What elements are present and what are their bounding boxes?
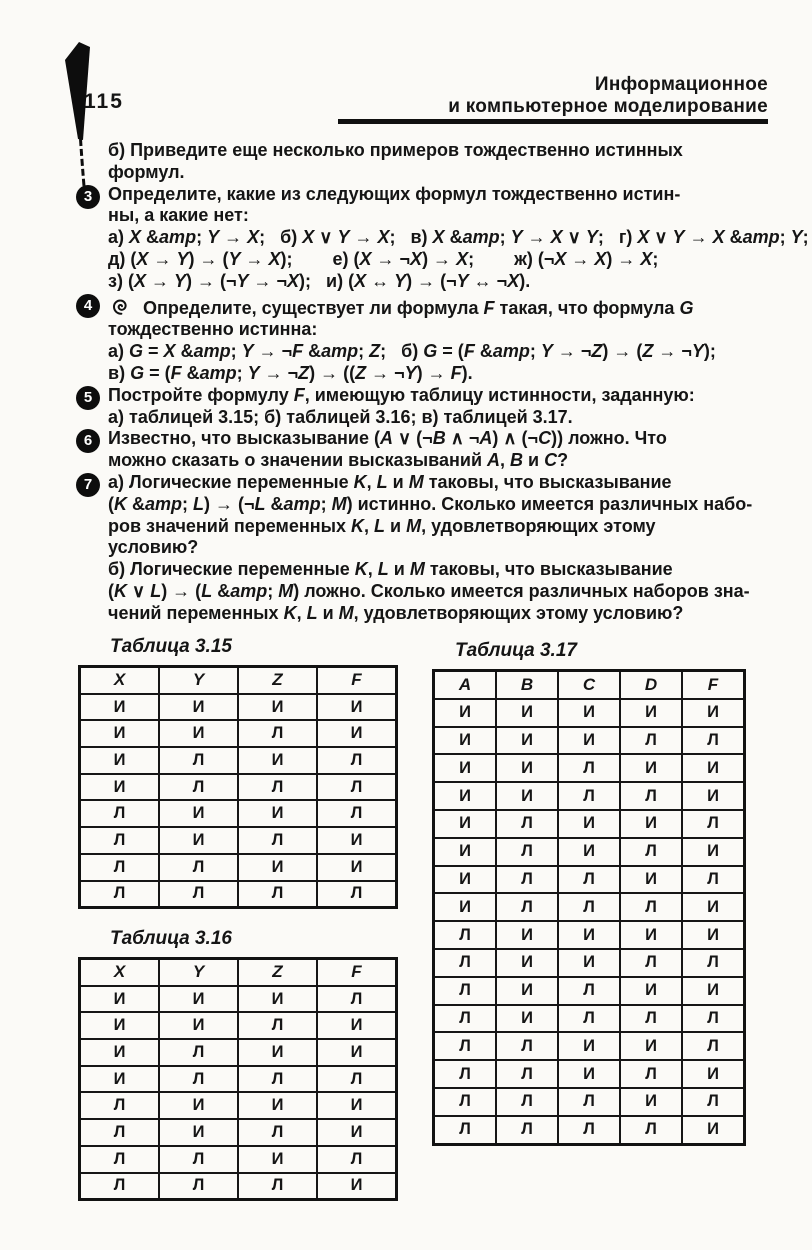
table-cell: И xyxy=(496,782,558,810)
table-row xyxy=(80,1173,397,1200)
table-cell: И xyxy=(80,1039,160,1066)
truth-table-3.15 xyxy=(78,665,398,909)
table-cell: И xyxy=(159,1092,238,1119)
table-title: Таблица 3.15 xyxy=(110,636,232,657)
column-header: A xyxy=(434,671,497,699)
table-cell: Л xyxy=(317,800,397,827)
table-cell: И xyxy=(682,754,745,782)
table-cell: Л xyxy=(80,1119,160,1146)
table-cell: Л xyxy=(620,1005,682,1033)
table-title: Таблица 3.17 xyxy=(455,640,577,661)
text-line: чений переменных K, L и M, удовлетворяющих этому условию? xyxy=(108,602,684,623)
table-cell: И xyxy=(317,1012,397,1039)
table-row xyxy=(434,838,745,866)
table-cell: Л xyxy=(496,893,558,921)
truth-table-3.16 xyxy=(78,957,398,1201)
table-row xyxy=(80,827,397,854)
table-row xyxy=(434,977,745,1005)
table-cell: Л xyxy=(496,1116,558,1144)
text-line: ров значений переменных K, L и M, удовлетворяющих этому xyxy=(108,515,656,536)
table-cell: И xyxy=(317,1119,397,1146)
exercise-list xyxy=(83,140,809,625)
table-cell: Л xyxy=(496,838,558,866)
table-cell: Л xyxy=(238,1012,317,1039)
text-line: тождественно истинна: xyxy=(108,319,318,340)
text-line: б) Приведите еще несколько примеров тождественно истинных xyxy=(108,140,683,160)
table-cell: Л xyxy=(682,866,745,894)
table-cell: Л xyxy=(620,838,682,866)
table-cell: И xyxy=(496,977,558,1005)
table-cell: Л xyxy=(620,1116,682,1144)
table-cell: И xyxy=(434,866,497,894)
column-header: Y xyxy=(159,667,238,694)
table-cell: И xyxy=(80,720,160,747)
text-line: а) X &amp; Y → X; б) X ∨ Y → X; в) X &amp; Y → X ∨ Y; г) X ∨ Y → X &amp; Y; xyxy=(108,227,809,248)
column-header: Z xyxy=(238,667,317,694)
table-row xyxy=(434,1116,745,1144)
table-cell: И xyxy=(80,1012,160,1039)
table-cell: И xyxy=(238,1092,317,1119)
text-line: Постройте формулу F, имеющую таблицу истинности, заданную: xyxy=(108,384,695,405)
column-header: Z xyxy=(238,959,317,986)
table-cell: И xyxy=(238,694,317,721)
table-cell: И xyxy=(317,1173,397,1200)
table-cell: И xyxy=(434,699,497,727)
table-cell: И xyxy=(238,854,317,881)
table-row xyxy=(80,881,397,908)
text-line: д) (X → Y) → (Y → X); е) (X → ¬X) → X; ж) (¬X → X) → X; xyxy=(108,248,659,269)
table-row xyxy=(434,1032,745,1060)
table-cell: Л xyxy=(682,727,745,755)
table-cell: Л xyxy=(434,1032,497,1060)
table-cell: Л xyxy=(317,774,397,801)
table-cell: Л xyxy=(238,774,317,801)
table-cell: Л xyxy=(159,854,238,881)
table-cell: Л xyxy=(80,827,160,854)
table-row xyxy=(434,699,745,727)
table-cell: Л xyxy=(620,782,682,810)
table-cell: И xyxy=(159,827,238,854)
header-underline xyxy=(338,119,768,124)
table-cell: И xyxy=(80,774,160,801)
table-cell: И xyxy=(620,1088,682,1116)
table-cell: Л xyxy=(238,1066,317,1093)
table-cell: И xyxy=(620,754,682,782)
truth-table-3.17 xyxy=(432,669,746,1146)
table-cell: И xyxy=(558,1032,620,1060)
table-cell: И xyxy=(317,827,397,854)
table-row xyxy=(434,866,745,894)
table-cell: И xyxy=(682,838,745,866)
table-cell: И xyxy=(80,1066,160,1093)
table-cell: Л xyxy=(238,1173,317,1200)
table-cell: Л xyxy=(496,1032,558,1060)
table-cell: Л xyxy=(238,827,317,854)
table-row xyxy=(80,694,397,721)
table-row xyxy=(434,1088,745,1116)
table-cell: И xyxy=(159,720,238,747)
table-cell: Л xyxy=(159,1146,238,1173)
table-cell: Л xyxy=(558,1005,620,1033)
table-cell: И xyxy=(434,838,497,866)
table-cell: Л xyxy=(558,977,620,1005)
table-cell: И xyxy=(682,782,745,810)
table-cell: И xyxy=(620,977,682,1005)
table-cell: И xyxy=(159,1012,238,1039)
table-cell: И xyxy=(159,1119,238,1146)
chapter-header xyxy=(448,74,768,118)
table-cell: И xyxy=(496,727,558,755)
page-number: 115 xyxy=(84,90,124,113)
table-cell: Л xyxy=(434,1005,497,1033)
table-cell: И xyxy=(238,747,317,774)
table-cell: Л xyxy=(558,893,620,921)
table-cell: И xyxy=(317,694,397,721)
table-cell: И xyxy=(159,986,238,1013)
margin-stroke-decoration xyxy=(52,40,104,200)
table-cell: И xyxy=(558,699,620,727)
table-cell: Л xyxy=(80,1092,160,1119)
table-cell: Л xyxy=(317,1146,397,1173)
table-row xyxy=(80,800,397,827)
table-cell: И xyxy=(496,754,558,782)
table-cell: И xyxy=(620,699,682,727)
table-cell: Л xyxy=(159,774,238,801)
table-cell: Л xyxy=(80,1146,160,1173)
table-row xyxy=(80,986,397,1013)
table-header-row xyxy=(80,959,397,986)
exercise-7 xyxy=(83,471,788,625)
column-header: C xyxy=(558,671,620,699)
text-line: Известно, что высказывание (A ∨ (¬B ∧ ¬A) ∧ (¬C)) ложно. Что xyxy=(108,428,667,449)
table-cell: Л xyxy=(159,1066,238,1093)
table-cell: И xyxy=(620,810,682,838)
table-cell: И xyxy=(238,1146,317,1173)
table-cell: И xyxy=(496,1005,558,1033)
column-header: F xyxy=(317,667,397,694)
table-3-15-block xyxy=(78,636,398,909)
table-cell: Л xyxy=(159,881,238,908)
table-row xyxy=(434,949,745,977)
table-cell: Л xyxy=(682,810,745,838)
table-row xyxy=(434,921,745,949)
table-3-16-block xyxy=(78,928,398,1201)
table-cell: Л xyxy=(620,1060,682,1088)
table-row xyxy=(80,1146,397,1173)
table-cell: И xyxy=(558,727,620,755)
table-cell: И xyxy=(80,747,160,774)
exercise-3 xyxy=(83,183,809,293)
table-cell: Л xyxy=(682,949,745,977)
table-cell: И xyxy=(620,921,682,949)
table-cell: Л xyxy=(238,881,317,908)
text-line: Определите, существует ли формула F такая, что формула G xyxy=(108,293,788,320)
table-cell: И xyxy=(682,1116,745,1144)
table-cell: Л xyxy=(558,866,620,894)
table-cell: Л xyxy=(238,1119,317,1146)
table-cell: И xyxy=(238,986,317,1013)
table-row xyxy=(80,720,397,747)
column-header: B xyxy=(496,671,558,699)
table-row xyxy=(434,810,745,838)
table-header-row xyxy=(80,667,397,694)
table-cell: Л xyxy=(682,1032,745,1060)
table-cell: Л xyxy=(159,1173,238,1200)
table-cell: И xyxy=(159,800,238,827)
table-cell: Л xyxy=(434,977,497,1005)
exercise-number-badge: 3 xyxy=(76,185,100,209)
table-cell: Л xyxy=(558,782,620,810)
exercise-4 xyxy=(83,293,788,385)
table-cell: И xyxy=(496,699,558,727)
table-cell: Л xyxy=(496,810,558,838)
table-cell: Л xyxy=(682,1005,745,1033)
table-cell: И xyxy=(682,893,745,921)
table-cell: И xyxy=(682,699,745,727)
table-row xyxy=(80,747,397,774)
table-cell: Л xyxy=(80,800,160,827)
table-cell: Л xyxy=(434,1116,497,1144)
table-cell: Л xyxy=(434,921,497,949)
table-row xyxy=(80,854,397,881)
text-line: (K ∨ L) → (L &amp; M) ложно. Сколько имеется различных наборов зна- xyxy=(108,580,750,601)
table-cell: И xyxy=(496,949,558,977)
table-cell: Л xyxy=(317,986,397,1013)
table-cell: И xyxy=(558,949,620,977)
table-cell: И xyxy=(620,1032,682,1060)
chapter-header-line2: и компьютерное моделирование xyxy=(448,96,768,117)
table-cell: Л xyxy=(317,1066,397,1093)
table-header-row xyxy=(434,671,745,699)
exercise-5 xyxy=(83,384,788,429)
table-cell: И xyxy=(80,694,160,721)
text-line: (K &amp; L) → (¬L &amp; M) истинно. Сколько имеется различных набо- xyxy=(108,493,753,514)
table-cell: Л xyxy=(434,1060,497,1088)
table-cell: Л xyxy=(80,854,160,881)
column-header: X xyxy=(80,667,160,694)
table-row xyxy=(80,1066,397,1093)
table-cell: И xyxy=(238,800,317,827)
table-row xyxy=(434,1060,745,1088)
text-line: а) Логические переменные K, L и M таковы, что высказывание xyxy=(108,471,672,492)
table-cell: И xyxy=(317,1092,397,1119)
table-cell: Л xyxy=(80,1173,160,1200)
table-cell: И xyxy=(558,1060,620,1088)
table-cell: Л xyxy=(434,1088,497,1116)
table-cell: И xyxy=(159,694,238,721)
table-cell: И xyxy=(434,727,497,755)
table-row xyxy=(434,893,745,921)
table-row xyxy=(434,782,745,810)
exercise-number-badge: 5 xyxy=(76,386,100,410)
table-cell: И xyxy=(434,782,497,810)
spiral-computer-task-icon xyxy=(108,293,134,319)
chapter-header-line1: Информационное xyxy=(594,74,768,95)
table-row xyxy=(80,1012,397,1039)
table-cell: И xyxy=(434,893,497,921)
table-row xyxy=(80,1092,397,1119)
table-row xyxy=(434,727,745,755)
text-line: з) (X → Y) → (¬Y → ¬X); и) (X ↔ Y) → (¬Y ↔ ¬X). xyxy=(108,270,531,291)
table-cell: И xyxy=(558,810,620,838)
table-cell: Л xyxy=(496,1060,558,1088)
table-cell: И xyxy=(317,1039,397,1066)
column-header: F xyxy=(682,671,745,699)
table-cell: Л xyxy=(620,949,682,977)
text-line: можно сказать о значении высказываний A, B и C? xyxy=(108,450,569,471)
table-row xyxy=(434,754,745,782)
table-cell: И xyxy=(434,754,497,782)
column-header: F xyxy=(317,959,397,986)
table-cell: И xyxy=(434,810,497,838)
table-cell: Л xyxy=(159,747,238,774)
table-cell: Л xyxy=(682,1088,745,1116)
table-cell: Л xyxy=(496,1088,558,1116)
table-cell: И xyxy=(238,1039,317,1066)
table-cell: Л xyxy=(620,727,682,755)
table-cell: И xyxy=(80,986,160,1013)
table-cell: Л xyxy=(558,1116,620,1144)
table-row xyxy=(80,1039,397,1066)
exercise-continuation xyxy=(108,140,788,184)
table-cell: Л xyxy=(80,881,160,908)
exercise-number-badge: 7 xyxy=(76,473,100,497)
text-line: Определите, какие из следующих формул тождественно истин- xyxy=(108,183,681,204)
table-cell: Л xyxy=(434,949,497,977)
table-cell: Л xyxy=(317,747,397,774)
table-cell: Л xyxy=(620,893,682,921)
exercise-number-badge: 4 xyxy=(76,294,100,318)
table-cell: И xyxy=(558,921,620,949)
table-cell: И xyxy=(682,977,745,1005)
table-cell: И xyxy=(317,854,397,881)
table-3-17-block xyxy=(432,640,746,1146)
table-cell: И xyxy=(558,838,620,866)
column-header: X xyxy=(80,959,160,986)
table-cell: Л xyxy=(317,881,397,908)
exercise-6 xyxy=(83,428,788,472)
text-line: ны, а какие нет: xyxy=(108,205,249,226)
text-line: б) Логические переменные K, L и M таковы, что высказывание xyxy=(108,559,673,580)
table-cell: И xyxy=(496,921,558,949)
text-line: а) G = X &amp; Y → ¬F &amp; Z; б) G = (F &amp; Y → ¬Z) → (Z → ¬Y); xyxy=(108,341,716,362)
table-cell: Л xyxy=(238,720,317,747)
table-cell: Л xyxy=(159,1039,238,1066)
table-cell: И xyxy=(682,921,745,949)
column-header: Y xyxy=(159,959,238,986)
text-line: условию? xyxy=(108,537,199,558)
table-row xyxy=(434,1005,745,1033)
table-row xyxy=(80,774,397,801)
table-title: Таблица 3.16 xyxy=(110,928,232,949)
text-line: в) G = (F &amp; Y → ¬Z) → ((Z → ¬Y) → F). xyxy=(108,362,473,383)
text-line: а) таблицей 3.15; б) таблицей 3.16; в) таблицей 3.17. xyxy=(108,406,573,427)
table-cell: Л xyxy=(496,866,558,894)
table-cell: И xyxy=(317,720,397,747)
exercise-number-badge: 6 xyxy=(76,429,100,453)
column-header: D xyxy=(620,671,682,699)
table-cell: И xyxy=(620,866,682,894)
table-cell: И xyxy=(682,1060,745,1088)
text-line: формул. xyxy=(108,161,185,182)
table-cell: Л xyxy=(558,754,620,782)
table-row xyxy=(80,1119,397,1146)
table-cell: Л xyxy=(558,1088,620,1116)
